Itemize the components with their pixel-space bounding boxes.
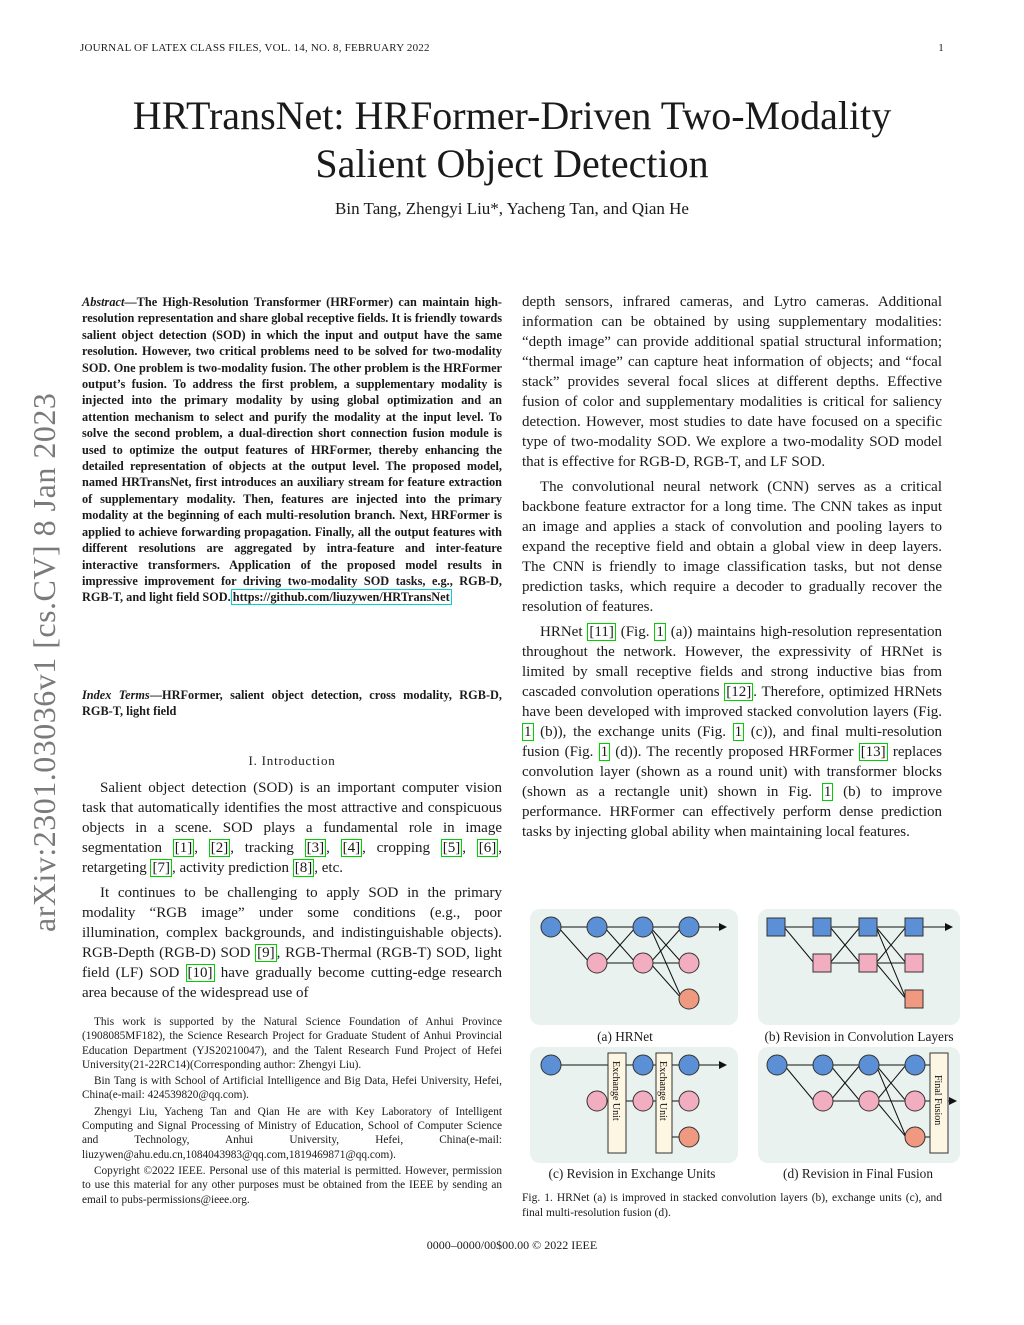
running-header	[80, 42, 944, 54]
abstract	[82, 294, 502, 606]
intro-paragraph-2: It continues to be challenging to apply SOD in the primary modality “RGB image” under some conditions (e.g., poor illumination, complex backgrounds, and indistinguishable objects). RGB-Depth (RGB-D) SOD [9] , RGB-Thermal (RGB-T) SOD, light field (LF) SOD [10] have gradually become cutting-edge research area because of the widespread use of	[82, 885, 502, 1001]
index-terms-text: —HRFormer, salient object detection, cross modality, RGB-D, RGB-T, light field	[82, 688, 502, 719]
subcaption-a: (a) HRNet	[597, 1029, 653, 1044]
index-terms-label: Index Terms	[82, 688, 150, 702]
citation-12[interactable]: [12]	[726, 684, 752, 700]
subcaption-b: (b) Revision in Convolution Layers	[764, 1029, 954, 1044]
intro-text	[82, 778, 502, 1008]
citation-10[interactable]: [10]	[187, 965, 213, 981]
figure-1	[522, 905, 968, 1190]
figure-ref[interactable]: 1	[524, 724, 532, 740]
exchange-unit-label-1: Exchange Unit	[610, 1061, 621, 1121]
title-line-2: Salient Object Detection	[315, 141, 709, 186]
figure-ref[interactable]: 1	[656, 624, 664, 640]
subcaption-d: (d) Revision in Final Fusion	[783, 1166, 933, 1181]
final-fusion-label: Final Fusion	[932, 1075, 943, 1126]
citation-8[interactable]: [8]	[294, 860, 313, 876]
figure-ref[interactable]: 1	[600, 744, 609, 760]
right-paragraph-1: depth sensors, infrared cameras, and Lytro cameras. Additional information can be obtained by using supplementary modalities: “depth image” can provide additional spatial structural information; “thermal image” can capture heat information of objects; and “focal stack” provides several focal slices at different depths. Effective fusion of color and supplementary modalities is critical for saliency detection. However, most studies to date have focused on a specific type of two-modality SOD. We explore a two-modality SOD model that is effective for RGB-D, RGB-T, and LF SOD.	[522, 294, 942, 470]
abstract-label: Abstract	[82, 295, 125, 309]
footnote-funding: This work is supported by the Natural Science Foundation of Anhui Province (1908085MF182), the Science Research Project for Graduate Student of Anhui Provincial Education Department (YJS20210047), and the Talent Research Fund Project of Hefei University(21-22RC14)(Corresponding author: Zhengyi Liu).	[82, 1016, 502, 1071]
panel-b-convolution	[758, 909, 960, 1025]
citation-11[interactable]: [11]	[589, 624, 614, 640]
figure-diagram	[522, 905, 968, 1190]
footnote-author-1: Bin Tang is with School of Artificial Intelligence and Big Data, Hefei University, Hefei, China(e-mail: 424539820@qq.com).	[82, 1075, 502, 1102]
citation-9[interactable]: [9]	[257, 945, 275, 961]
index-terms	[82, 687, 502, 720]
journal-header: JOURNAL OF LATEX CLASS FILES, VOL. 14, NO. 8, FEBRUARY 2022	[80, 42, 430, 54]
citation-5[interactable]: [5]	[442, 840, 461, 856]
subcaption-c: (c) Revision in Exchange Units	[548, 1166, 716, 1181]
footnote-copyright: Copyright ©2022 IEEE. Personal use of this material is permitted. However, permission to use this material for any other purposes must be obtained from the IEEE by sending an email to pubs-permissions@ieee.org.	[82, 1164, 502, 1206]
footnotes	[82, 1015, 502, 1209]
right-paragraph-2: The convolutional neural network (CNN) serves as a critical backbone feature extractor for a long time. The CNN takes as input an image and applies a stack of convolution and pooling layers to expand the receptive field and obtain a global view in deep layers. The CNN is friendly to image classification tasks, but not dense prediction tasks, which require a decoder to gradually recover the resolution of features.	[522, 479, 942, 615]
exchange-unit-label-2: Exchange Unit	[657, 1061, 668, 1121]
panel-c-exchange	[530, 1047, 738, 1163]
footnote-authors-2: Zhengyi Liu, Yacheng Tan and Qian He are with Key Laboratory of Intelligent Computing and Signal Processing of Ministry of Education, School of Computer Science and Technology, Anhui University, Hefei, China(e-mail: liuzywen@ahu.edu.cn,1084043983@qq.com,1819469871@qq.com).	[82, 1105, 502, 1161]
figure-ref[interactable]: 1	[823, 784, 832, 800]
citation-3[interactable]: [3]	[306, 840, 325, 856]
page-footer: 0000–0000/00$00.00 © 2022 IEEE	[426, 1238, 598, 1252]
arxiv-stamp: arXiv:2301.03036v1 [cs.CV] 8 Jan 2023	[26, 392, 62, 932]
authors: Bin Tang, Zhengyi Liu*, Yacheng Tan, and Qian He	[335, 199, 689, 218]
panel-a-hrnet	[530, 909, 738, 1025]
citation-2[interactable]: [2]	[210, 840, 229, 856]
right-paragraph-3: HRNet [11] (Fig. 1 (a)) maintains high-resolution representation throughout the network. However, the expressivity of HRNet is limited by small receptive fields and strong inductive bias from cascaded convolution operations [12] . Therefore, optimized HRNets have been developed with improved stacked convolution layers (Fig. 1 (b)), the exchange units (Fig. 1 (c)), and final multi-resolution fusion (Fig. 1 (d)). The recently proposed HRFormer [13] replaces convolution layer (shown as a round unit) with transformer blocks (shown as a rectangle unit) shown in Fig. 1 (b) to improve performance. HRFormer can effectively perform dense prediction tasks by injecting global ability when maintaining local features.	[522, 624, 942, 840]
abstract-text: —The High-Resolution Transformer (HRFormer) can maintain high-resolution representation and share global receptive fields. It is friendly towards salient object detection (SOD) in which the input and output have the same resolution. However, two critical problems need to be solved for two-modality SOD. One problem is two-modality fusion. The other problem is the HRFormer output’s fusion. To address the first problem, a supplementary modality is injected into the primary modality by using global optimization and an attention mechanism to select and purify the modality at the input level. To solve the second problem, a dual-direction short connection fusion module is used to optimize the output features of HRFormer, thereby enhancing the detailed representation of objects at the output level. The proposed model, named HRTransNet, first introduces an auxiliary stream for feature extraction of supplementary modality. Then, features are injected into the primary modality at the beginning of each multi-resolution branch. Next, HRFormer is applied to achieve forwarding propagation. Finally, all the output features with different resolutions are aggregated by intra-feature and inter-feature interactive transformers. Application of the proposed model results in impressive improvement for driving two-modality SOD tasks, e.g., RGB-D, RGB-T, and light field SOD.	[82, 295, 502, 605]
panel-d-final-fusion	[758, 1047, 960, 1163]
right-column-text	[522, 292, 942, 847]
citation-6[interactable]: [6]	[478, 840, 497, 856]
citation-13[interactable]: [13]	[860, 744, 886, 760]
github-link[interactable]: https://github.com/liuzywen/HRTransNet	[232, 590, 450, 605]
paper-title	[60, 92, 964, 188]
intro-paragraph-1: Salient object detection (SOD) is an important computer vision task that automatically identifies the most attractive and conspicuous objects in a scene. SOD plays a fundamental role in image segmentation [1] , [2] , tracking [3] , [4] , cropping [5] , [6] , retargeting [7] , activity prediction [8] , etc.	[82, 780, 503, 876]
citation-4[interactable]: [4]	[342, 840, 361, 856]
figure-caption: Fig. 1. HRNet (a) is improved in stacked convolution layers (b), exchange units (c), and final multi-resolution fusion (d).	[522, 1192, 942, 1219]
citation-7[interactable]: [7]	[152, 860, 170, 876]
figure-ref[interactable]: 1	[734, 724, 743, 740]
citation-1[interactable]: [1]	[174, 840, 193, 856]
page-number: 1	[938, 42, 944, 54]
title-line-1: HRTransNet: HRFormer-Driven Two-Modality	[132, 93, 892, 138]
section-heading: I. Introduction	[248, 753, 336, 768]
